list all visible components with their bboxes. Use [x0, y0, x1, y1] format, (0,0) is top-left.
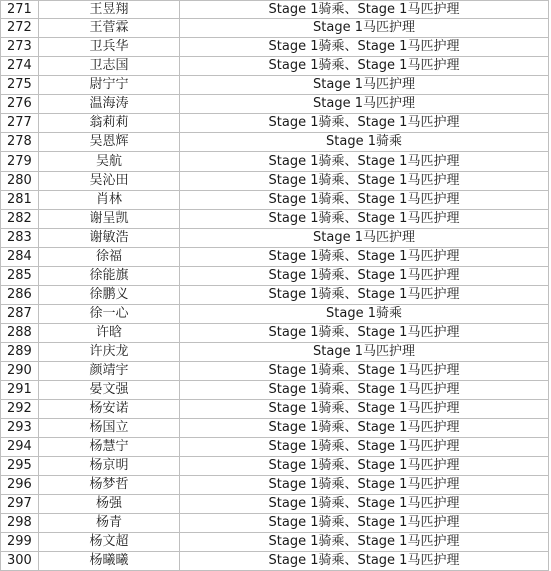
student-name: 徐一心	[39, 305, 180, 324]
table-row	[1, 495, 549, 514]
student-name: 杨国立	[39, 419, 180, 438]
row-number: 282	[1, 210, 39, 229]
table-row	[1, 552, 549, 571]
student-name: 杨京明	[39, 457, 180, 476]
student-name: 尉宁宁	[39, 76, 180, 95]
course-list: Stage 1骑乘、Stage 1马匹护理	[180, 495, 549, 514]
table-row	[1, 438, 549, 457]
row-number: 271	[1, 1, 39, 19]
student-name: 王菅霖	[39, 19, 180, 38]
course-list: Stage 1马匹护理	[180, 229, 549, 248]
student-name: 肖林	[39, 191, 180, 210]
student-name: 温海涛	[39, 95, 180, 114]
course-list: Stage 1骑乘、Stage 1马匹护理	[180, 172, 549, 191]
table-row	[1, 57, 549, 76]
course-list: Stage 1骑乘、Stage 1马匹护理	[180, 552, 549, 571]
course-list: Stage 1骑乘、Stage 1马匹护理	[180, 38, 549, 57]
row-number: 296	[1, 476, 39, 495]
student-name: 徐能旗	[39, 267, 180, 286]
student-name: 翁莉莉	[39, 114, 180, 133]
course-list: Stage 1骑乘、Stage 1马匹护理	[180, 1, 549, 19]
row-number: 285	[1, 267, 39, 286]
course-list: Stage 1骑乘	[180, 305, 549, 324]
course-list: Stage 1骑乘、Stage 1马匹护理	[180, 533, 549, 552]
table-row	[1, 514, 549, 533]
row-number: 293	[1, 419, 39, 438]
row-number: 298	[1, 514, 39, 533]
course-list: Stage 1骑乘、Stage 1马匹护理	[180, 114, 549, 133]
student-name: 吴沁田	[39, 172, 180, 191]
table-row	[1, 172, 549, 191]
row-number: 284	[1, 248, 39, 267]
student-name: 杨慧宁	[39, 438, 180, 457]
table-row	[1, 76, 549, 95]
course-list: Stage 1骑乘、Stage 1马匹护理	[180, 381, 549, 400]
row-number: 283	[1, 229, 39, 248]
table-row	[1, 267, 549, 286]
student-name: 徐福	[39, 248, 180, 267]
course-list: Stage 1骑乘、Stage 1马匹护理	[180, 57, 549, 76]
course-list: Stage 1骑乘、Stage 1马匹护理	[180, 286, 549, 305]
course-list: Stage 1骑乘	[180, 133, 549, 152]
row-number: 276	[1, 95, 39, 114]
table-row	[1, 286, 549, 305]
table-row	[1, 324, 549, 343]
course-list: Stage 1骑乘、Stage 1马匹护理	[180, 210, 549, 229]
table-row	[1, 457, 549, 476]
row-number: 299	[1, 533, 39, 552]
row-number: 286	[1, 286, 39, 305]
course-list: Stage 1骑乘、Stage 1马匹护理	[180, 248, 549, 267]
table-row	[1, 229, 549, 248]
course-list: Stage 1骑乘、Stage 1马匹护理	[180, 438, 549, 457]
table-row	[1, 400, 549, 419]
course-list: Stage 1马匹护理	[180, 76, 549, 95]
student-name: 王昱翔	[39, 1, 180, 19]
table-row	[1, 419, 549, 438]
course-list: Stage 1骑乘、Stage 1马匹护理	[180, 419, 549, 438]
row-number: 295	[1, 457, 39, 476]
student-name: 杨安诺	[39, 400, 180, 419]
course-list: Stage 1骑乘、Stage 1马匹护理	[180, 476, 549, 495]
course-list: Stage 1骑乘、Stage 1马匹护理	[180, 457, 549, 476]
row-number: 273	[1, 38, 39, 57]
table-row	[1, 38, 549, 57]
row-number: 291	[1, 381, 39, 400]
table-row	[1, 114, 549, 133]
student-name: 许晗	[39, 324, 180, 343]
course-list: Stage 1骑乘、Stage 1马匹护理	[180, 267, 549, 286]
row-number: 275	[1, 76, 39, 95]
row-number: 277	[1, 114, 39, 133]
table-row	[1, 152, 549, 172]
student-name: 吴恩辉	[39, 133, 180, 152]
course-list: Stage 1骑乘、Stage 1马匹护理	[180, 400, 549, 419]
table-row	[1, 305, 549, 324]
student-name: 卫兵华	[39, 38, 180, 57]
student-name: 杨青	[39, 514, 180, 533]
student-name: 杨梦哲	[39, 476, 180, 495]
row-number: 294	[1, 438, 39, 457]
table-row	[1, 19, 549, 38]
row-number: 281	[1, 191, 39, 210]
table-row	[1, 95, 549, 114]
row-number: 300	[1, 552, 39, 571]
course-list: Stage 1骑乘、Stage 1马匹护理	[180, 514, 549, 533]
row-number: 290	[1, 362, 39, 381]
row-number: 292	[1, 400, 39, 419]
row-number: 278	[1, 133, 39, 152]
student-name: 吴航	[39, 152, 180, 172]
table-row	[1, 533, 549, 552]
course-list: Stage 1骑乘、Stage 1马匹护理	[180, 152, 549, 172]
student-name: 杨曦曦	[39, 552, 180, 571]
student-name: 许庆龙	[39, 343, 180, 362]
table-row	[1, 1, 549, 19]
row-number: 288	[1, 324, 39, 343]
course-list: Stage 1骑乘、Stage 1马匹护理	[180, 362, 549, 381]
student-name: 晏文强	[39, 381, 180, 400]
table-row	[1, 210, 549, 229]
row-number: 289	[1, 343, 39, 362]
course-list: Stage 1马匹护理	[180, 19, 549, 38]
table-row	[1, 381, 549, 400]
table-row	[1, 343, 549, 362]
table-row	[1, 191, 549, 210]
table-row	[1, 248, 549, 267]
row-number: 280	[1, 172, 39, 191]
student-name: 谢敏浩	[39, 229, 180, 248]
course-list: Stage 1马匹护理	[180, 95, 549, 114]
student-name: 杨强	[39, 495, 180, 514]
course-list: Stage 1骑乘、Stage 1马匹护理	[180, 324, 549, 343]
table-row	[1, 476, 549, 495]
student-name: 谢呈凯	[39, 210, 180, 229]
row-number: 274	[1, 57, 39, 76]
student-name: 颜靖宇	[39, 362, 180, 381]
course-list: Stage 1骑乘、Stage 1马匹护理	[180, 191, 549, 210]
student-name: 杨文超	[39, 533, 180, 552]
table-row	[1, 362, 549, 381]
student-name: 徐鹏义	[39, 286, 180, 305]
course-list: Stage 1马匹护理	[180, 343, 549, 362]
row-number: 272	[1, 19, 39, 38]
row-number: 287	[1, 305, 39, 324]
row-number: 297	[1, 495, 39, 514]
table-row	[1, 133, 549, 152]
student-name: 卫志国	[39, 57, 180, 76]
row-number: 279	[1, 152, 39, 172]
